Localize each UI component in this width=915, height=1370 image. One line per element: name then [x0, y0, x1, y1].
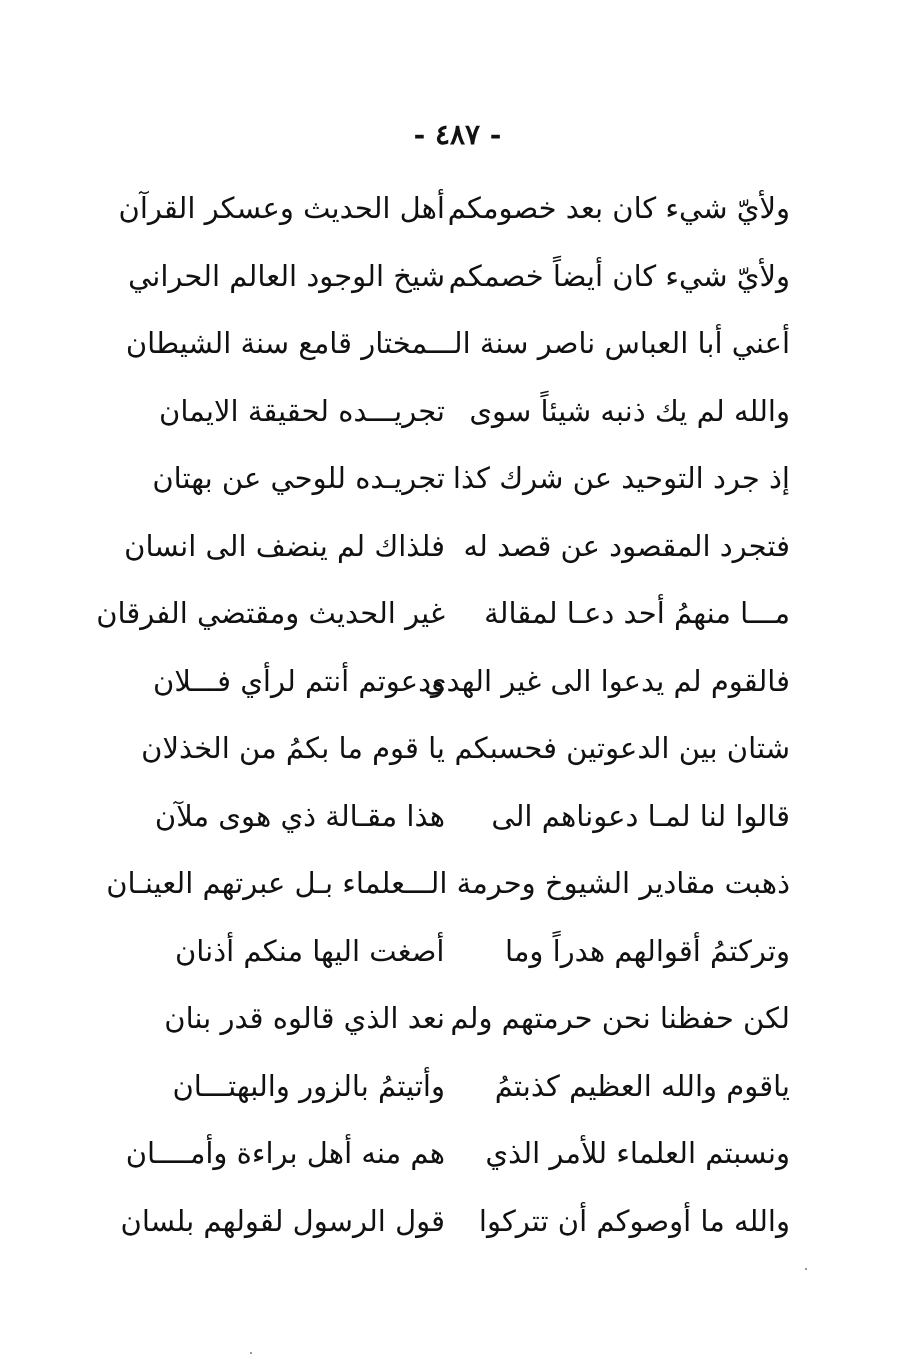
first-hemistich: إذ جرد التوحيد عن شرك كذا — [452, 461, 790, 495]
second-hemistich: يا قوم ما بكمُ من الخذلان — [141, 731, 445, 765]
second-hemistich: هم منه أهل براءة وأمــــان — [125, 1136, 445, 1170]
first-hemistich: لكن حفظنا نحن حرمتهم ولم — [450, 1001, 790, 1035]
page-number: - ٤٨٧ - — [413, 118, 502, 151]
verse-line — [124, 516, 790, 584]
first-hemistich: فتجرد المقصود عن قصد له — [463, 528, 790, 563]
paper-speck — [805, 1268, 807, 1270]
second-hemistich: هذا مقـالة ذي هوى ملآن — [154, 798, 445, 833]
full-verse-text: أعني أبا العباس ناصر سنة الـــمختار قامع سنة الشيطان — [125, 326, 790, 360]
second-hemistich: قول الرسول لقولهم بلسان — [120, 1203, 445, 1238]
second-hemistich: غير الحديث ومقتضي الفرقان — [96, 596, 445, 630]
verse-line-full — [106, 853, 790, 921]
verse-line — [175, 921, 790, 989]
second-hemistich: تجريـده للوحي عن بهتان — [152, 461, 445, 495]
verse-line — [141, 718, 790, 786]
first-hemistich: ونسبتم العلماء للأمر الذي — [485, 1136, 790, 1170]
second-hemistich: نعد الذي قالوه قدر بنان — [164, 1001, 445, 1035]
first-hemistich: وتركتمُ أقوالهم هدراً وما — [504, 933, 790, 968]
verse-line — [164, 988, 790, 1056]
second-hemistich: فلذاك لم ينضف الى انسان — [124, 528, 445, 563]
paper-speck — [250, 1352, 252, 1354]
second-hemistich: أهل الحديث وعسكر القرآن — [118, 191, 445, 225]
second-hemistich: شيخ الوجود العالم الحراني — [128, 258, 445, 293]
poem-body — [96, 178, 790, 1258]
second-hemistich: ودعوتم أنتم لرأي فـــلان — [153, 663, 445, 698]
verse-line-full — [125, 313, 790, 381]
first-hemistich: والله ما أوصوكم أن تتركوا — [478, 1203, 790, 1238]
first-hemistich: مـــا منهمُ أحد دعـا لمقالة — [484, 596, 790, 630]
first-hemistich: ياقوم والله العظيم كذبتمُ — [494, 1068, 790, 1103]
second-hemistich: أصغت اليها منكم أذنان — [175, 933, 445, 968]
full-verse-text: ذهبت مقادير الشيوخ وحرمة الـــعلماء بـل عبرتهم العينـان — [106, 866, 790, 900]
verse-line — [152, 448, 790, 516]
second-hemistich: وأتيتمُ بالزور والبهتـــان — [172, 1068, 445, 1103]
verse-line — [154, 786, 790, 854]
verse-line — [172, 1056, 790, 1124]
verse-line — [159, 381, 790, 449]
second-hemistich: تجريـــده لحقيقة الايمان — [159, 393, 445, 428]
first-hemistich: ولأيّ شيء كان بعد خصومكم — [447, 191, 790, 225]
verse-line — [96, 583, 790, 651]
first-hemistich: شتان بين الدعوتين فحسبكم — [454, 731, 790, 765]
first-hemistich: ولأيّ شيء كان أيضاً خصمكم — [448, 258, 790, 293]
verse-line — [120, 1191, 790, 1259]
verse-line — [118, 178, 790, 246]
verse-line — [125, 1123, 790, 1191]
first-hemistich: قالوا لنا لمـا دعوناهم الى — [491, 798, 790, 833]
verse-line — [153, 651, 790, 719]
first-hemistich: فالقوم لم يدعوا الى غير الهدى — [423, 663, 790, 698]
verse-line — [128, 246, 790, 314]
first-hemistich: والله لم يك ذنبه شيئاً سوى — [469, 393, 790, 428]
